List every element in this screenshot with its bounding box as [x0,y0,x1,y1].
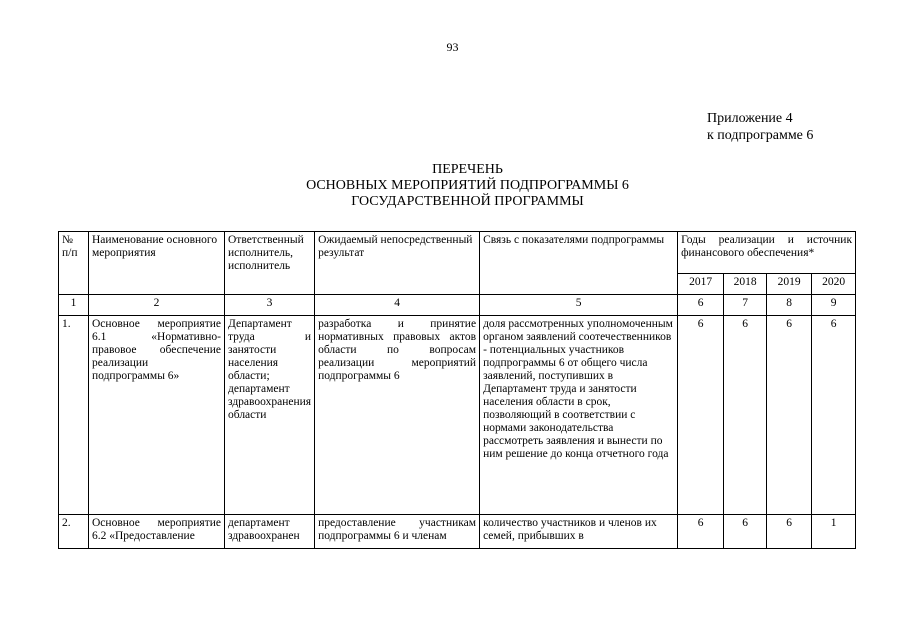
row-responsible: Департамент труда и занятости населения области; департамент здравоохранения области [225,316,315,515]
appendix-label [707,110,813,144]
title-line-1: ПЕРЕЧЕНЬ [432,162,503,177]
column-number: 8 [767,295,812,316]
row-result: разработка и принятие нормативных правовых актов области по вопросам реализации мероприятий подпрограммы 6 [315,316,480,515]
row-value-2019: 6 [767,515,812,549]
row-value-2018: 6 [724,316,767,515]
row-link: количество участников и членов их семей, прибывших в [480,515,678,549]
row-value-2019: 6 [767,316,812,515]
column-number: 9 [812,295,856,316]
title-line-3: ГОСУДАРСТВЕННОЙ ПРОГРАММЫ [351,194,584,209]
table-row [59,316,856,515]
row-value-2020: 6 [812,316,856,515]
document-title [0,162,905,210]
column-number: 3 [225,295,315,316]
column-number: 7 [724,295,767,316]
header-result: Ожидаемый непосредственный результат [315,232,480,295]
row-value-2017: 6 [678,316,724,515]
row-link: доля рассмотренных уполномоченным органом заявлений соотечественников - потенциальных участников подпрограммы 6 от общего числа заявлений, поступивших в Департамент труда и занятости населения области в срок, позволяющий в соответствии с нормами законодательства рассмотреть заявления и вынести по ним решение до конца отчетного года [480,316,678,515]
header-year-2020: 2020 [812,274,856,295]
header-responsible: Ответственный исполнитель, исполнитель [225,232,315,295]
header-year-2019: 2019 [767,274,812,295]
header-name: Наименование основного мероприятия [89,232,225,295]
row-num: 2. [59,515,89,549]
header-years-group: Годы реализации и источник финансового обеспечения* [678,232,856,274]
title-line-2: ОСНОВНЫХ МЕРОПРИЯТИЙ ПОДПРОГРАММЫ 6 [306,178,629,193]
row-result: предоставление участникам подпрограммы 6 и членам [315,515,480,549]
column-number: 5 [480,295,678,316]
row-num: 1. [59,316,89,515]
row-value-2017: 6 [678,515,724,549]
row-value-2020: 1 [812,515,856,549]
column-number-row [59,295,856,316]
page-number: 93 [446,40,459,54]
column-number: 6 [678,295,724,316]
column-number: 4 [315,295,480,316]
header-row-1 [59,232,856,274]
header-link: Связь с показателями подпрограммы [480,232,678,295]
row-value-2018: 6 [724,515,767,549]
row-name: Основное мероприятие 6.1 «Нормативно-правовое обеспечение реализации подпрограммы 6» [89,316,225,515]
header-year-2018: 2018 [724,274,767,295]
row-responsible: департамент здравоохранен [225,515,315,549]
table-row [59,515,856,549]
column-number: 1 [59,295,89,316]
header-year-2017: 2017 [678,274,724,295]
row-name: Основное мероприятие 6.2 «Предоставление [89,515,225,549]
appendix-line-1: Приложение 4 [707,111,793,126]
appendix-line-2: к подпрограмме 6 [707,128,814,143]
measures-table [58,231,856,549]
column-number: 2 [89,295,225,316]
header-num: № п/п [59,232,89,295]
